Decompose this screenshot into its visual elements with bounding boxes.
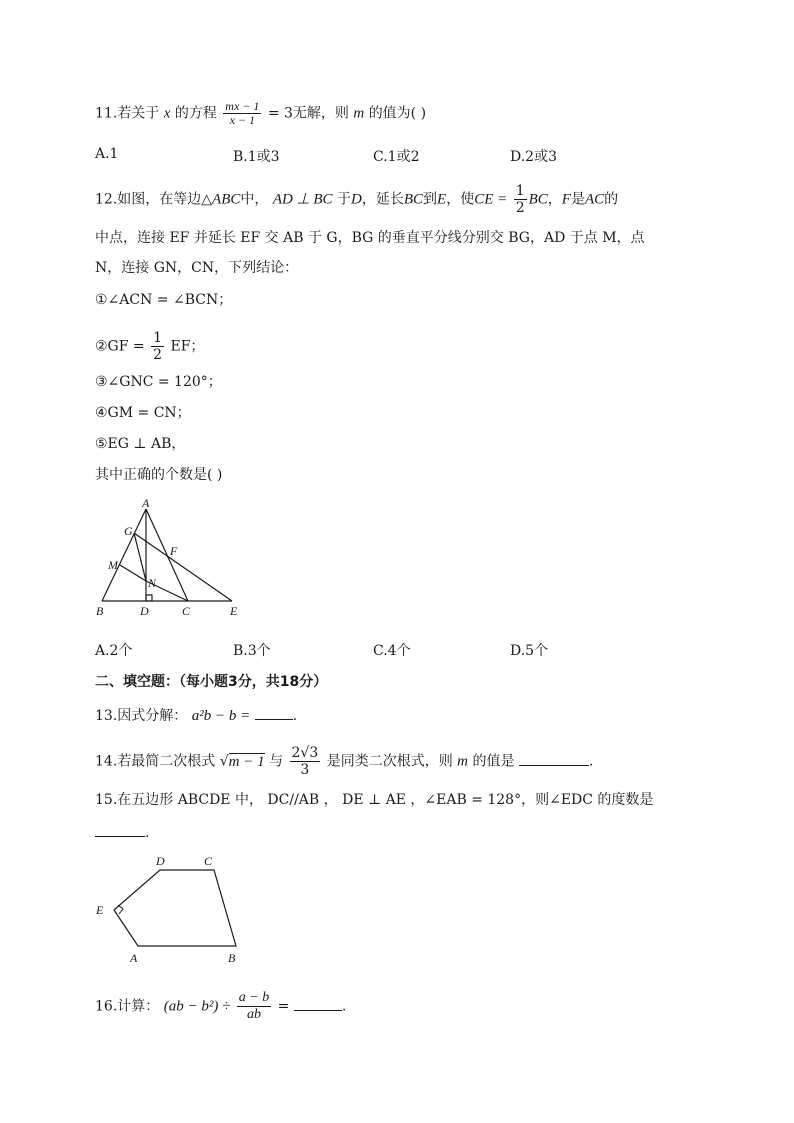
q12-ask: 其中正确的个数是( ) bbox=[95, 467, 223, 483]
q12-option-d[interactable]: D.5个 bbox=[510, 643, 549, 659]
q11-option-b[interactable]: B.1或3 bbox=[233, 149, 280, 165]
fig15-label-b: B bbox=[228, 951, 236, 965]
fig12-label-m: M bbox=[108, 558, 118, 572]
conclusion-2: ②GF = $\frac{1}{2}$ EF； bbox=[95, 330, 205, 363]
q13-answer-blank[interactable] bbox=[255, 705, 293, 720]
fig15-label-d: D bbox=[156, 854, 165, 868]
q16-answer-blank[interactable] bbox=[294, 996, 342, 1011]
q11-option-d[interactable]: D.2或3 bbox=[510, 149, 557, 165]
fig12-label-d: D bbox=[140, 604, 149, 618]
conclusion-4: ④GM = CN； bbox=[95, 405, 191, 421]
q15: 15.在五边形 ABCDE 中， DC//AB ， DE ⊥ AE ，∠EAB = 128°，则∠EDC 的度数是 bbox=[95, 792, 654, 808]
half-fraction: $\frac{1}{2}$ bbox=[515, 183, 525, 216]
q12-triangle-figure bbox=[90, 495, 250, 625]
conclusion-5: ⑤EG ⊥ AB， bbox=[95, 436, 186, 452]
q15-answer-blank[interactable] bbox=[95, 822, 145, 837]
fig12-label-e: E bbox=[230, 604, 238, 618]
fig12-label-b: B bbox=[96, 604, 104, 618]
fig12-label-f: F bbox=[170, 544, 178, 558]
q16: 16.计算： (ab − b²) ÷ $\frac{a - b}{ab}$ = . bbox=[95, 990, 347, 1022]
fig15-label-e: E bbox=[96, 903, 104, 917]
conclusion-1: ①∠ACN = ∠BCN； bbox=[95, 292, 233, 308]
q14-fraction: $\frac{2√3}{3}$ bbox=[291, 745, 319, 778]
q12-line2: 中点，连接 EF 并延长 EF 交 AB 于 G，BG 的垂直平分线分别交 BG，AD 于点 M，点 bbox=[95, 230, 645, 246]
fig12-label-c: C bbox=[182, 604, 191, 618]
fig12-label-n: N bbox=[148, 576, 157, 590]
fig15-label-c: C bbox=[204, 854, 213, 868]
q13: 13.因式分解： a²b − b = . bbox=[95, 705, 297, 726]
fig12-label-g: G bbox=[124, 524, 133, 538]
conclusion-3: ③∠GNC = 120°； bbox=[95, 374, 222, 390]
section-title: 二、填空题：（每小题3分，共18分） bbox=[95, 674, 328, 690]
q12-option-a[interactable]: A.2个 bbox=[95, 643, 133, 659]
q14-answer-blank[interactable] bbox=[519, 751, 589, 766]
q15-answer: . bbox=[95, 822, 149, 843]
q12-line1: 12.如图，在等边△ABC中， AD ⊥ BC 于D，延长BC到E，使CE = $\frac{1}{2}$ BC，F是AC的 bbox=[95, 183, 619, 216]
q16-fraction: $\frac{a - b}{ab}$ bbox=[238, 990, 270, 1022]
fig15-label-a: A bbox=[130, 951, 138, 965]
q11-option-c[interactable]: C.1或2 bbox=[373, 149, 420, 165]
q12-option-b[interactable]: B.3个 bbox=[233, 643, 271, 659]
q11-fraction: $\frac{mx - 1}{x - 1}$ bbox=[225, 99, 260, 127]
q14: 14.若最简二次根式 √m − 1 与 $\frac{2√3}{3}$ 是同类二次根式，则 m 的值是 . bbox=[95, 745, 594, 778]
q11-option-a[interactable]: A.1 bbox=[95, 146, 119, 162]
q12-option-c[interactable]: C.4个 bbox=[373, 643, 411, 659]
q12-line3: N，连接 GN，CN，下列结论： bbox=[95, 260, 299, 276]
fig12-label-a: A bbox=[142, 496, 150, 510]
q15-pentagon-figure bbox=[90, 850, 250, 970]
sqrt-sign: √ bbox=[219, 753, 229, 770]
q11-stem: 11.若关于 x 的方程 $\frac{mx - 1}{x - 1}$ = 3无解，则 m 的值为( ) bbox=[95, 99, 427, 127]
